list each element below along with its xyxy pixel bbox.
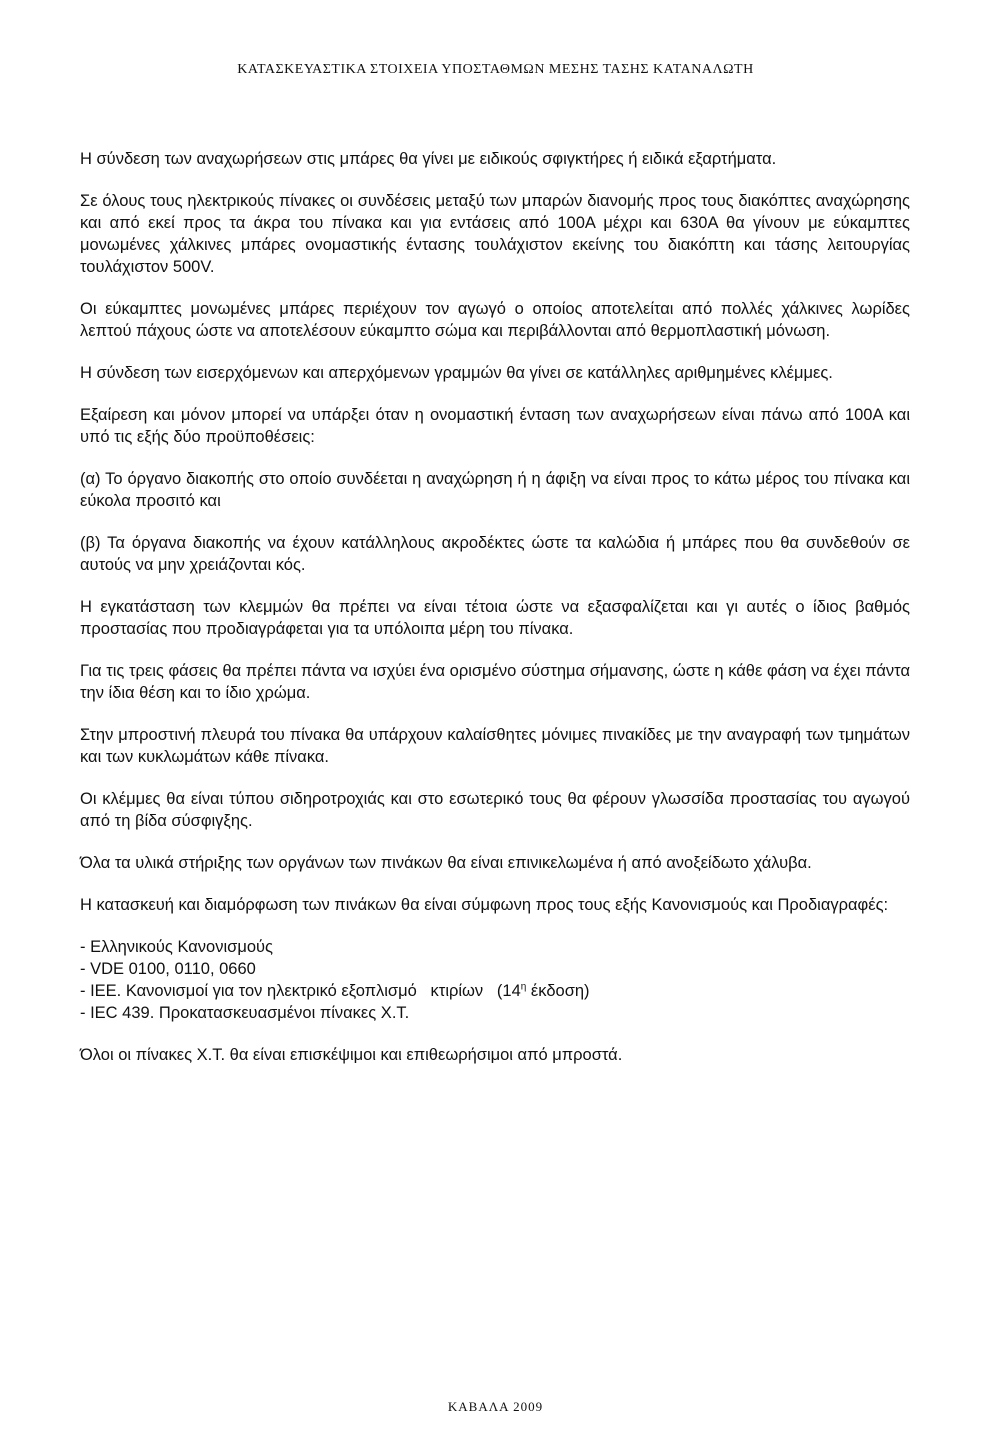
paragraph: Όλα τα υλικά στήριξης των οργάνων των πινάκων θα είναι επινικελωμένα ή από ανοξείδωτο χάλυβα. [80,854,812,872]
closing-paragraph: Όλοι οι πίνακες Χ.Τ. θα είναι επισκέψιμοι και επιθεωρήσιμοι από μπροστά. [80,1046,623,1064]
superscript: η [520,981,527,993]
list-item [80,980,910,1002]
page-footer: ΚΑΒΑΛΑ 2009 [447,1399,544,1414]
paragraph: Η εγκατάσταση των κλεμμών θα πρέπει να είναι τέτοια ώστε να εξασφαλίζεται και γι αυτές ο ίδιος βαθμός προστασίας που προδιαγράφεται για τα υπόλοιπα μέρη του πίνακα. [80,598,910,638]
standards-list [80,936,910,1024]
list-item-text: - ΙΕΕ. Κανονισμοί για τον ηλεκτρικό εξοπλισμό κτιρίων (14 [80,982,521,1000]
paragraph: Η σύνδεση των αναχωρήσεων στις μπάρες θα γίνει με ειδικούς σφιγκτήρες ή ειδικά εξαρτήματα. [80,150,777,168]
paragraph: Εξαίρεση και μόνον μπορεί να υπάρξει όταν η ονομαστική ένταση των αναχωρήσεων είναι πάνω από 100Α και υπό τις εξής δύο προϋποθέσεις: [80,406,910,446]
paragraph: (β) Τα όργανα διακοπής να έχουν κατάλληλους ακροδέκτες ώστε τα καλώδια ή μπάρες που θα συνδεθούν σε αυτούς να μην χρειάζονται κός. [80,534,910,574]
paragraph: Για τις τρεις φάσεις θα πρέπει πάντα να ισχύει ένα ορισμένο σύστημα σήμανσης, ώστε η κάθε φάση να έχει πάντα την ίδια θέση και το ίδιο χρώμα. [80,662,910,702]
document-body [80,148,910,1086]
list-item: - VDE 0100, 0110, 0660 [80,960,256,978]
paragraph: Οι εύκαμπτες μονωμένες μπάρες περιέχουν τον αγωγό ο οποίος αποτελείται από πολλές χάλκινες λωρίδες λεπτού πάχους ώστε να αποτελέσουν εύκαμπτο σώμα και περιβάλλονται από θερμοπλαστική μόνωση. [80,300,910,340]
paragraph: Σε όλους τους ηλεκτρικούς πίνακες οι συνδέσεις μεταξύ των μπαρών διανομής προς τους διακόπτες αναχώρησης και από εκεί προς τα άκρα του πίνακα και για εντάσεις από 100Α μέχρι και 630Α θα γίνουν με εύκαμπτες μονωμένες χάλκινες μπάρες ονομαστικής έντασης τουλάχιστον εκείνης του διακόπτη και τάσης λειτουργίας τουλάχιστον 500V. [80,192,910,276]
list-item-tail: έκδοση) [526,982,590,1000]
paragraph: (α) Το όργανο διακοπής στο οποίο συνδέεται η αναχώρηση ή η άφιξη να είναι προς το κάτω μέρος του πίνακα και εύκολα προσιτό και [80,470,910,510]
paragraph: Η κατασκευή και διαμόρφωση των πινάκων θα είναι σύμφωνη προς τους εξής Κανονισμούς και Προδιαγραφές: [80,896,889,914]
paragraph: Στην μπροστινή πλευρά του πίνακα θα υπάρχουν καλαίσθητες μόνιμες πινακίδες με την αναγραφή των τμημάτων και των κυκλωμάτων κάθε πίνακα. [80,726,910,766]
page-header: ΚΑΤΑΣΚΕΥΑΣΤΙΚΑ ΣΤΟΙΧΕΙΑ ΥΠΟΣΤΑΘΜΩΝ ΜΕΣΗΣ ΤΑΣΗΣ ΚΑΤΑΝΑΛΩΤΗ [237,62,754,77]
list-item: - IEC 439. Προκατασκευασμένοι πίνακες Χ.Τ. [80,1004,410,1022]
paragraph: Οι κλέμμες θα είναι τύπου σιδηροτροχιάς και στο εσωτερικό τους θα φέρουν γλωσσίδα προστασίας του αγωγού από τη βίδα σύσφιγξης. [80,790,910,830]
paragraph: Η σύνδεση των εισερχόμενων και απερχόμενων γραμμών θα γίνει σε κατάλληλες αριθμημένες κλέμμες. [80,364,833,382]
list-item: - Ελληνικούς Κανονισμούς [80,938,273,956]
